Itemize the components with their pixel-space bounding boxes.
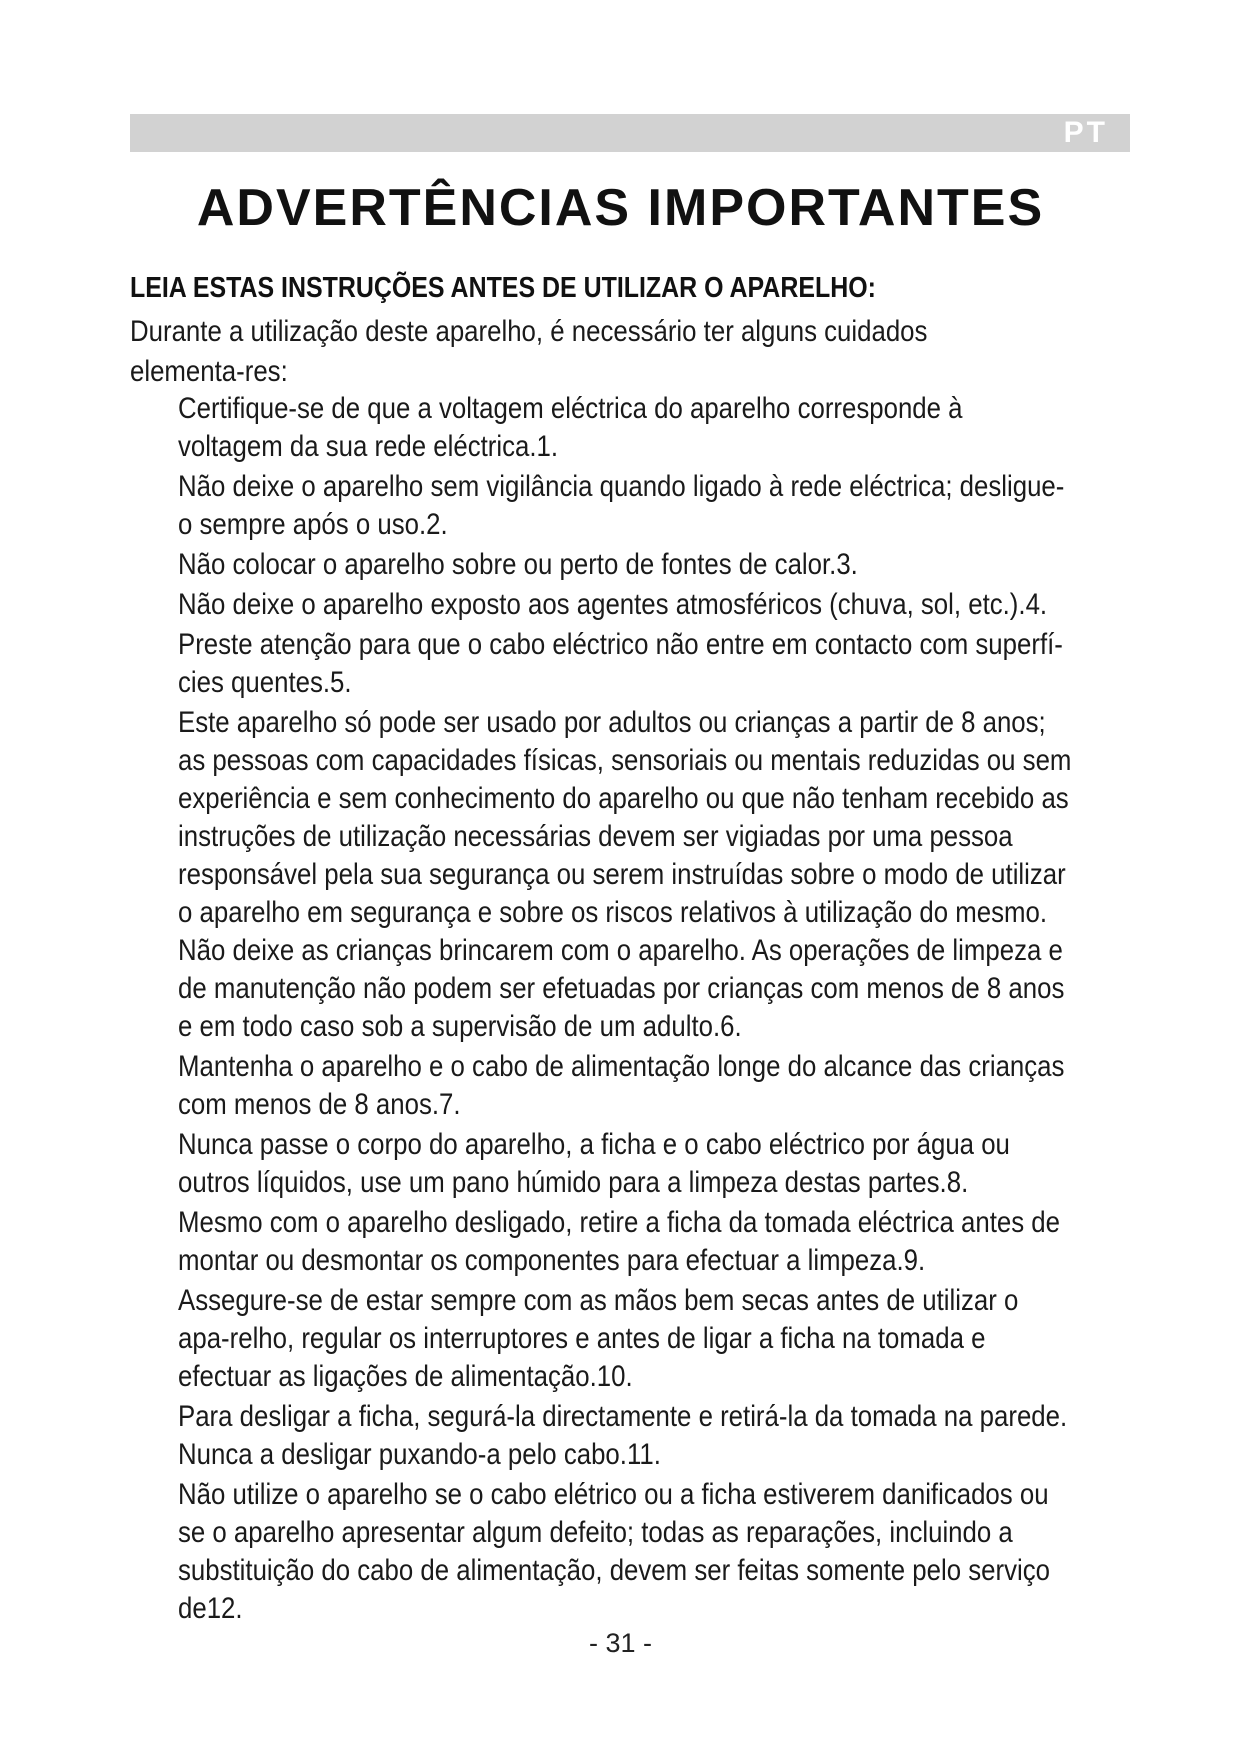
warning-item-number: 8. bbox=[946, 1166, 969, 1199]
warning-item-number: 11. bbox=[626, 1438, 661, 1471]
warning-item-number: 1. bbox=[536, 430, 559, 463]
warning-item-text: Preste atenção para que o cabo eléctrico não entre em contacto com superfí-cies quentes. bbox=[178, 628, 1063, 699]
warning-item-number: 10. bbox=[596, 1360, 633, 1393]
warning-item-text: Não colocar o aparelho sobre ou perto de fontes de calor. bbox=[178, 548, 837, 581]
warning-item-number: 12. bbox=[206, 1592, 243, 1625]
warning-item-number: 3. bbox=[836, 548, 858, 581]
warning-item-text: Assegure-se de estar sempre com as mãos bem secas antes de utilizar o apa-relho, regular os interruptores e antes de ligar a ficha na tomada e efectuar as ligações de alimentação. bbox=[178, 1284, 1019, 1393]
warning-item bbox=[178, 1126, 1072, 1202]
warning-item-text: Mantenha o aparelho e o cabo de alimentação longe do alcance das crianças com menos de 8 anos. bbox=[178, 1050, 1065, 1121]
warning-item bbox=[178, 1282, 1072, 1396]
warning-item bbox=[178, 704, 1072, 1046]
warning-item-text: Este aparelho só pode ser usado por adultos ou crianças a partir de 8 anos; as pessoas com capacidades físicas, sensoriais ou mentais reduzidas ou sem experiência e sem conhecimento do aparelho ou que não tenham recebido as instruções de utilização necessárias devem ser vigiadas por uma pessoa responsável pela sua segurança ou serem instruídas sobre o modo de utilizar o aparelho em segurança e sobre os riscos relativos à utilização do mesmo. Não deixe as crianças brincarem com o aparelho. As operações de limpeza e de manutenção não podem ser efetuadas por crianças com menos de 8 anos e em todo caso sob a supervisão de um adulto. bbox=[178, 706, 1072, 1043]
warning-item-number: 2. bbox=[426, 508, 448, 541]
warning-item bbox=[178, 1476, 1072, 1628]
warning-item bbox=[178, 1048, 1072, 1124]
warning-item-text: Não deixe o aparelho sem vigilância quando ligado à rede eléctrica; desligue-o sempre após o uso. bbox=[178, 470, 1065, 541]
warning-item bbox=[178, 390, 1072, 466]
warning-item-text: Não deixe o aparelho exposto aos agentes atmosféricos (chuva, sol, etc.). bbox=[178, 588, 1026, 621]
warning-item bbox=[178, 586, 1072, 624]
warning-item-number: 7. bbox=[439, 1088, 461, 1121]
warning-item bbox=[178, 626, 1072, 702]
warning-item bbox=[178, 1398, 1072, 1474]
warning-item-number: 9. bbox=[903, 1244, 926, 1277]
warning-item bbox=[178, 1204, 1072, 1280]
warning-item bbox=[178, 468, 1072, 544]
warning-item-number: 5. bbox=[330, 666, 352, 699]
warning-list bbox=[178, 390, 1072, 1630]
warning-item-text: Mesmo com o aparelho desligado, retire a ficha da tomada eléctrica antes de montar ou desmontar os componentes para efectuar a limpeza. bbox=[178, 1206, 1060, 1277]
page-number: - 31 - bbox=[588, 1628, 653, 1658]
warning-item-number: 4. bbox=[1025, 588, 1048, 621]
language-header-bar bbox=[130, 114, 1130, 152]
section-subheading: LEIA ESTAS INSTRUÇÕES ANTES DE UTILIZAR O APARELHO: bbox=[130, 272, 876, 304]
warning-item-text: Não utilize o aparelho se o cabo elétrico ou a ficha estiverem danificados ou se o aparelho apresentar algum defeito; todas as reparações, incluindo a substituição do cabo de alimentação, devem ser feitas somente pelo serviço de bbox=[178, 1478, 1050, 1625]
language-code: PT bbox=[1063, 116, 1108, 149]
page-title: ADVERTÊNCIAS IMPORTANTES bbox=[196, 179, 1045, 237]
intro-paragraph: Durante a utilização deste aparelho, é necessário ter alguns cuidados elementa-res: bbox=[130, 315, 928, 388]
warning-item-text: Certifique-se de que a voltagem eléctrica do aparelho corresponde à voltagem da sua rede eléctrica. bbox=[178, 392, 963, 463]
warning-item-text: Nunca passe o corpo do aparelho, a ficha e o cabo eléctrico por água ou outros líquidos, use um pano húmido para a limpeza destas partes. bbox=[178, 1128, 1010, 1199]
warning-item-text: Para desligar a ficha, segurá-la directamente e retirá-la da tomada na parede. Nunca a desligar puxando-a pelo cabo. bbox=[178, 1400, 1068, 1471]
warning-item-number: 6. bbox=[720, 1010, 742, 1043]
warning-item bbox=[178, 546, 1072, 584]
